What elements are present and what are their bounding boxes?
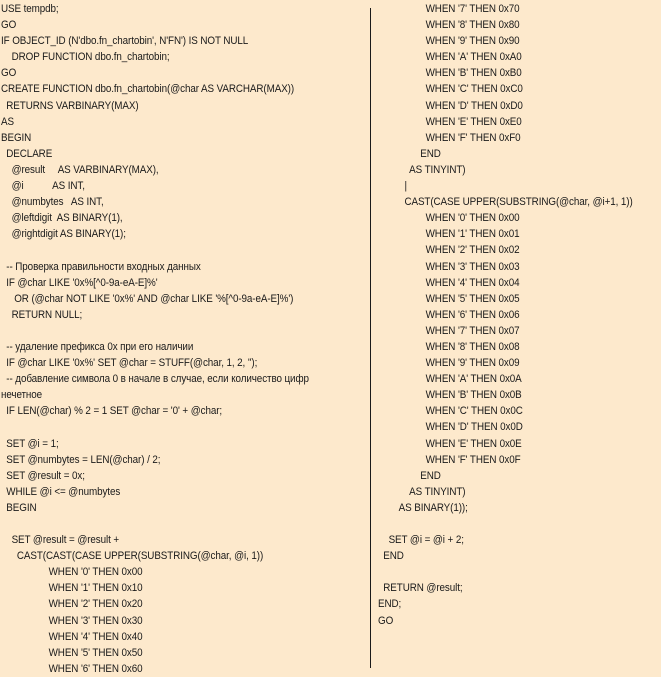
code-line: WHEN '5' THEN 0x50 bbox=[1, 646, 143, 659]
code-line: SET @numbytes = LEN(@char) / 2; bbox=[1, 453, 161, 466]
code-line: WHEN '3' THEN 0x30 bbox=[1, 614, 143, 627]
code-line: WHEN 'A' THEN 0x0A bbox=[378, 373, 522, 386]
code-line: USE tempdb; bbox=[1, 3, 59, 15]
code-line: WHEN '3' THEN 0x03 bbox=[378, 260, 520, 273]
code-line: WHEN 'B' THEN 0xB0 bbox=[378, 67, 522, 80]
code-line: BEGIN bbox=[1, 501, 37, 514]
code-line: AS BINARY(1)); bbox=[378, 501, 468, 514]
code-line bbox=[1, 419, 341, 435]
code-line: AS bbox=[1, 115, 14, 128]
code-line: WHEN '0' THEN 0x00 bbox=[378, 212, 520, 225]
code-line: GO bbox=[1, 67, 17, 80]
code-line: SET @i = 1; bbox=[1, 437, 59, 450]
code-line bbox=[378, 564, 640, 580]
code-line: SET @i = @i + 2; bbox=[378, 534, 464, 547]
code-line: WHEN '4' THEN 0x04 bbox=[378, 276, 520, 289]
code-line: END bbox=[378, 469, 441, 482]
code-line: WHEN '6' THEN 0x60 bbox=[1, 662, 143, 675]
code-line: SET @result = @result + bbox=[1, 534, 120, 547]
code-line: GO bbox=[378, 614, 394, 627]
code-line: WHEN '1' THEN 0x10 bbox=[1, 582, 143, 595]
code-line: WHEN 'C' THEN 0xC0 bbox=[378, 83, 523, 96]
code-line: CAST(CAST(CASE UPPER(SUBSTRING(@char, @i, 1)) bbox=[1, 550, 264, 563]
code-line: WHEN '6' THEN 0x06 bbox=[378, 308, 520, 321]
code-line: CAST(CASE UPPER(SUBSTRING(@char, @i+1, 1)) bbox=[378, 196, 633, 209]
code-line: @rightdigit AS BINARY(1); bbox=[1, 228, 126, 241]
code-line: WHEN '7' THEN 0x07 bbox=[378, 324, 520, 337]
code-line: IF @char LIKE '0x%' SET @char = STUFF(@char, 1, 2, ''); bbox=[1, 357, 258, 370]
code-line: @leftdigit AS BINARY(1), bbox=[1, 212, 123, 225]
code-line: WHEN '8' THEN 0x80 bbox=[378, 19, 520, 32]
code-line: WHEN '1' THEN 0x01 bbox=[378, 228, 520, 241]
code-line: WHEN '4' THEN 0x40 bbox=[1, 630, 143, 643]
code-line: WHEN 'E' THEN 0xE0 bbox=[378, 115, 522, 128]
code-line: GO bbox=[1, 19, 17, 32]
code-line: @i AS INT, bbox=[1, 180, 85, 193]
code-line: WHEN '9' THEN 0x90 bbox=[378, 35, 520, 48]
column-divider bbox=[370, 8, 371, 668]
code-line: -- удаление префикса 0x при его наличии bbox=[1, 340, 194, 353]
code-line bbox=[378, 516, 640, 532]
code-line: | bbox=[378, 180, 407, 193]
code-column-right bbox=[378, 1, 660, 629]
code-line bbox=[1, 242, 341, 258]
code-line: WHEN 'A' THEN 0xA0 bbox=[378, 51, 522, 64]
code-line: WHEN 'F' THEN 0x0F bbox=[378, 453, 521, 466]
code-line: OR (@char NOT LIKE '0x%' AND @char LIKE '%[^0-9a-eA-E]%') bbox=[1, 292, 294, 305]
code-line: WHEN '5' THEN 0x05 bbox=[378, 292, 520, 305]
code-line: IF OBJECT_ID (N'dbo.fn_chartobin', N'FN') IS NOT NULL bbox=[1, 35, 249, 48]
code-line: IF LEN(@char) % 2 = 1 SET @char = '0' + @char; bbox=[1, 405, 223, 418]
code-line: AS TINYINT) bbox=[378, 163, 466, 176]
code-line: BEGIN bbox=[1, 131, 32, 144]
code-line: END bbox=[378, 147, 441, 160]
code-line: END; bbox=[378, 598, 402, 611]
code-line: -- Проверка правильности входных данных bbox=[1, 260, 201, 273]
code-line: WHEN '2' THEN 0x20 bbox=[1, 598, 143, 611]
code-line bbox=[1, 516, 341, 532]
code-line: WHEN '9' THEN 0x09 bbox=[378, 357, 520, 370]
code-line: RETURN NULL; bbox=[1, 308, 83, 321]
code-line: AS TINYINT) bbox=[378, 485, 466, 498]
code-line: RETURN @result; bbox=[378, 582, 463, 595]
code-line: WHEN 'B' THEN 0x0B bbox=[378, 389, 522, 402]
code-line: WHEN '0' THEN 0x00 bbox=[1, 566, 143, 579]
code-line: WHEN '2' THEN 0x02 bbox=[378, 244, 520, 257]
code-line: WHEN 'F' THEN 0xF0 bbox=[378, 131, 521, 144]
code-line bbox=[1, 323, 341, 339]
code-line: WHEN 'D' THEN 0x0D bbox=[378, 421, 523, 434]
code-line: WHEN 'E' THEN 0x0E bbox=[378, 437, 522, 450]
code-column-left bbox=[1, 1, 367, 677]
code-line: -- добавление символа 0 в начале в случае, если количество цифр bbox=[1, 373, 309, 386]
code-line: DECLARE bbox=[1, 147, 53, 160]
code-line: SET @result = 0x; bbox=[1, 469, 85, 482]
code-line: WHEN 'C' THEN 0x0C bbox=[378, 405, 523, 418]
code-line: нечетное bbox=[1, 389, 43, 402]
code-line: @result AS VARBINARY(MAX), bbox=[1, 163, 159, 176]
code-line: END bbox=[378, 550, 404, 563]
code-line: IF @char LIKE '0x%[^0-9a-eA-E]%' bbox=[1, 276, 158, 289]
code-line: CREATE FUNCTION dbo.fn_chartobin(@char AS VARCHAR(MAX)) bbox=[1, 83, 295, 96]
code-line: WHEN '7' THEN 0x70 bbox=[378, 3, 520, 15]
code-line: WHEN 'D' THEN 0xD0 bbox=[378, 99, 523, 112]
code-line: WHILE @i <= @numbytes bbox=[1, 485, 121, 498]
code-line: RETURNS VARBINARY(MAX) bbox=[1, 99, 139, 112]
code-line: @numbytes AS INT, bbox=[1, 196, 104, 209]
code-line: WHEN '8' THEN 0x08 bbox=[378, 340, 520, 353]
code-line: DROP FUNCTION dbo.fn_chartobin; bbox=[1, 51, 170, 64]
